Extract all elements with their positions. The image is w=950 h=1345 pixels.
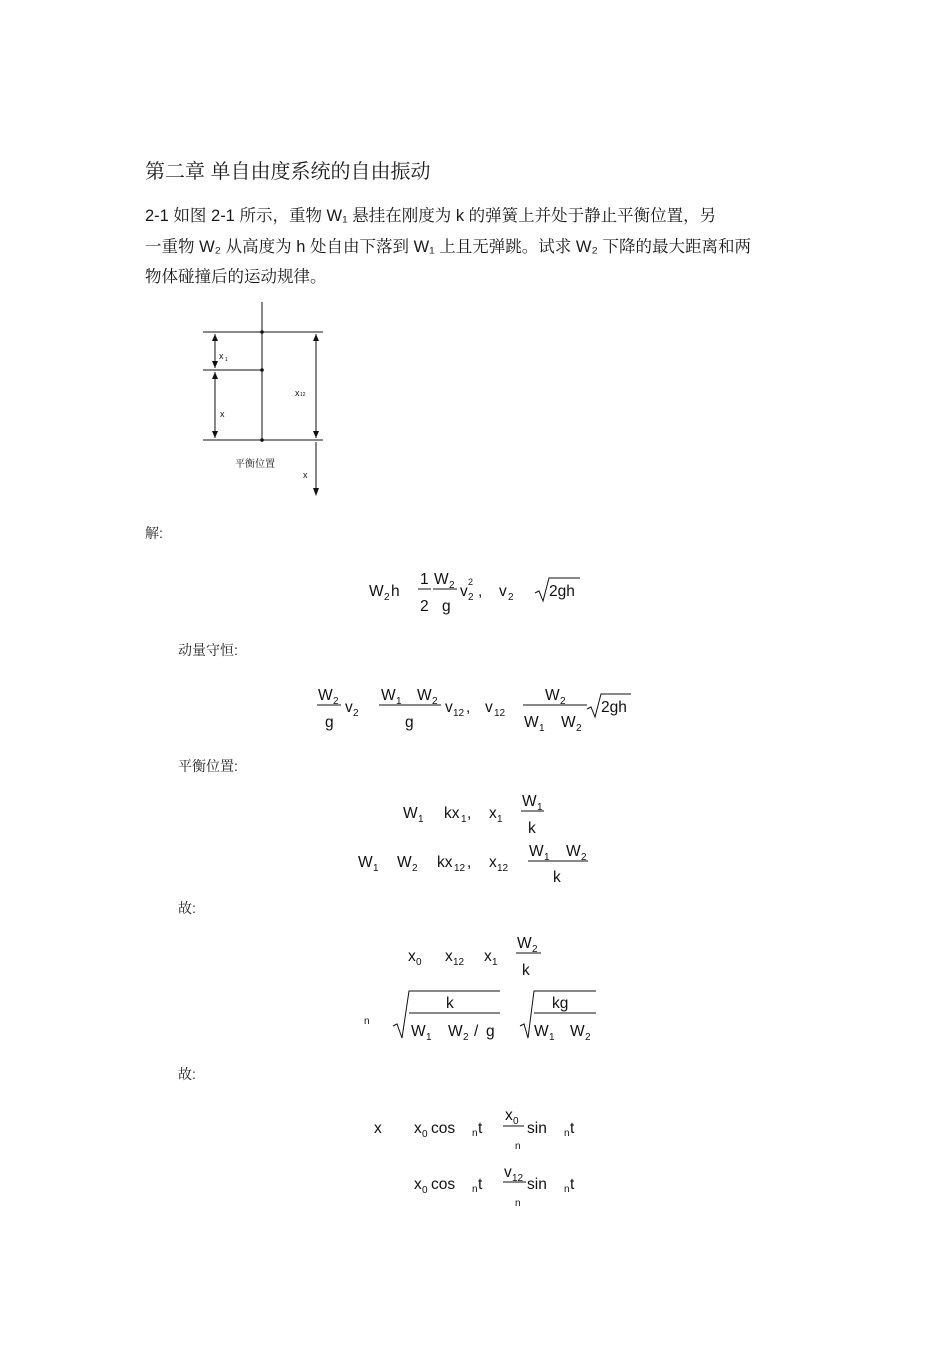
svg-text:h: h	[391, 583, 400, 600]
equilibrium-section-label: 平衡位置:	[178, 758, 238, 774]
svg-text:sin: sin	[527, 1176, 547, 1193]
svg-text:t: t	[478, 1120, 483, 1137]
svg-text:W: W	[397, 854, 412, 871]
svg-text:2: 2	[412, 863, 418, 874]
svg-text:12: 12	[494, 708, 506, 719]
problem-line-3: 物体碰撞后的运动规律。	[145, 268, 327, 286]
svg-text:1: 1	[426, 1032, 432, 1043]
svg-text:12: 12	[300, 392, 306, 398]
svg-text:2: 2	[432, 696, 438, 707]
momentum-label: 动量守恒:	[178, 642, 238, 658]
x1-label: x	[219, 351, 224, 361]
equation-momentum	[317, 687, 631, 734]
svg-text:1: 1	[396, 696, 402, 707]
x-label: x	[220, 409, 225, 419]
svg-text:2: 2	[449, 580, 455, 591]
svg-text:W: W	[524, 714, 539, 731]
svg-text:W: W	[434, 571, 449, 588]
svg-text:W: W	[369, 583, 384, 600]
svg-text:k: k	[528, 820, 536, 837]
svg-text:1: 1	[497, 814, 503, 825]
svg-text:kg: kg	[552, 995, 569, 1012]
svg-text:x: x	[445, 948, 453, 965]
svg-text:x: x	[408, 948, 416, 965]
svg-text:W: W	[517, 935, 532, 952]
svg-text:0: 0	[422, 1185, 428, 1196]
svg-text:2: 2	[353, 708, 359, 719]
problem-line-2: 一重物 W₂ 从高度为 h 处自由下落到 W₁ 上且无弹跳。试求 W₂ 下降的最大距离和两	[145, 238, 751, 256]
svg-text:cos: cos	[431, 1176, 456, 1193]
svg-text:2gh: 2gh	[601, 699, 627, 716]
svg-text:x: x	[414, 1120, 422, 1137]
svg-text:v: v	[345, 699, 353, 716]
equation-x0	[408, 935, 541, 979]
svg-text:v: v	[485, 699, 493, 716]
svg-text:n: n	[472, 1184, 478, 1195]
svg-text:2: 2	[333, 696, 339, 707]
equation-motion-2	[414, 1164, 575, 1209]
svg-text:12: 12	[497, 863, 509, 874]
svg-text:2: 2	[532, 944, 538, 955]
svg-text:cos: cos	[431, 1120, 456, 1137]
svg-text:kx: kx	[437, 854, 453, 871]
svg-text:2: 2	[420, 598, 429, 615]
equation-equilibrium-2	[358, 843, 588, 886]
svg-text:g: g	[486, 1023, 495, 1040]
svg-text:2: 2	[468, 592, 474, 603]
svg-text:n: n	[472, 1128, 478, 1139]
svg-text:1: 1	[537, 802, 543, 813]
svg-text:W: W	[522, 793, 537, 810]
svg-text:1: 1	[420, 571, 429, 588]
svg-text:t: t	[570, 1120, 575, 1137]
svg-text:v: v	[445, 699, 453, 716]
svg-text:2: 2	[468, 577, 474, 587]
svg-text:1: 1	[418, 814, 424, 825]
equation-omega-n	[364, 991, 596, 1043]
svg-text:12: 12	[453, 957, 465, 968]
svg-text:t: t	[570, 1176, 575, 1193]
svg-text:W: W	[381, 687, 396, 704]
problem-line-1: 2-1 如图 2-1 所示，重物 W₁ 悬挂在刚度为 k 的弹簧上并处于静止平衡位置，另	[145, 207, 717, 225]
svg-text:g: g	[325, 714, 334, 731]
svg-text:x: x	[484, 948, 492, 965]
svg-text:g: g	[442, 598, 451, 615]
therefore-label-1: 故:	[178, 900, 196, 916]
svg-text:1: 1	[225, 357, 228, 363]
svg-text:1: 1	[544, 852, 550, 863]
svg-text:,: ,	[478, 583, 483, 600]
svg-text:W: W	[561, 714, 576, 731]
svg-text:2gh: 2gh	[549, 583, 575, 600]
svg-text:2: 2	[508, 592, 514, 603]
svg-text:2: 2	[576, 723, 582, 734]
svg-text:n: n	[515, 1141, 521, 1152]
svg-text:1: 1	[539, 723, 545, 734]
svg-text:W: W	[545, 687, 560, 704]
svg-text:1: 1	[373, 863, 379, 874]
svg-text:12: 12	[512, 1173, 524, 1184]
svg-text:1: 1	[492, 957, 498, 968]
svg-text:x: x	[489, 805, 497, 822]
svg-text:1: 1	[461, 814, 467, 825]
svg-text:W: W	[534, 1023, 549, 1040]
svg-text:W: W	[318, 687, 333, 704]
svg-text:t: t	[478, 1176, 483, 1193]
svg-text:2: 2	[463, 1032, 469, 1043]
svg-text:0: 0	[416, 957, 422, 968]
svg-text:sin: sin	[527, 1120, 547, 1137]
svg-text:x: x	[374, 1120, 382, 1137]
svg-text:W: W	[417, 687, 432, 704]
svg-text:W: W	[448, 1023, 463, 1040]
svg-text:2: 2	[581, 852, 587, 863]
svg-text:,: ,	[466, 699, 471, 716]
x12-label: x	[295, 388, 300, 398]
svg-text:k: k	[553, 869, 561, 886]
svg-text:W: W	[358, 854, 373, 871]
svg-text:12: 12	[453, 708, 465, 719]
svg-text:v: v	[499, 583, 507, 600]
svg-text:2: 2	[560, 696, 566, 707]
svg-text:v: v	[504, 1164, 512, 1181]
svg-text:W: W	[403, 805, 418, 822]
equation-equilibrium-1	[403, 793, 544, 837]
svg-text:W: W	[566, 843, 581, 860]
equation-energy	[369, 571, 580, 615]
svg-text:x: x	[489, 854, 497, 871]
chapter-title: 第二章 单自由度系统的自由振动	[145, 161, 431, 183]
svg-text:0: 0	[513, 1116, 519, 1127]
svg-text:,: ,	[467, 854, 472, 871]
x-axis-label: x	[303, 470, 308, 480]
svg-text:n: n	[515, 1198, 521, 1209]
svg-text:v: v	[460, 583, 468, 600]
svg-text:2: 2	[384, 592, 390, 603]
svg-text:,: ,	[467, 805, 472, 822]
svg-text:x: x	[505, 1107, 513, 1124]
svg-text:/: /	[474, 1023, 479, 1040]
solution-label: 解:	[145, 525, 163, 541]
equation-motion-1	[374, 1107, 575, 1152]
svg-text:g: g	[405, 714, 414, 731]
svg-text:1: 1	[549, 1032, 555, 1043]
svg-text:k: k	[446, 995, 454, 1012]
svg-text:n: n	[564, 1184, 570, 1195]
svg-text:W: W	[570, 1023, 585, 1040]
svg-text:x: x	[414, 1176, 422, 1193]
svg-text:2: 2	[585, 1032, 591, 1043]
svg-text:W: W	[529, 843, 544, 860]
svg-text:12: 12	[454, 863, 466, 874]
therefore-label-2: 故:	[178, 1066, 196, 1082]
svg-text:k: k	[522, 962, 530, 979]
svg-text:n: n	[364, 1016, 370, 1027]
svg-text:n: n	[564, 1128, 570, 1139]
svg-text:kx: kx	[444, 805, 460, 822]
svg-text:0: 0	[422, 1129, 428, 1140]
svg-text:W: W	[411, 1023, 426, 1040]
equilibrium-label: 平衡位置	[235, 459, 275, 470]
